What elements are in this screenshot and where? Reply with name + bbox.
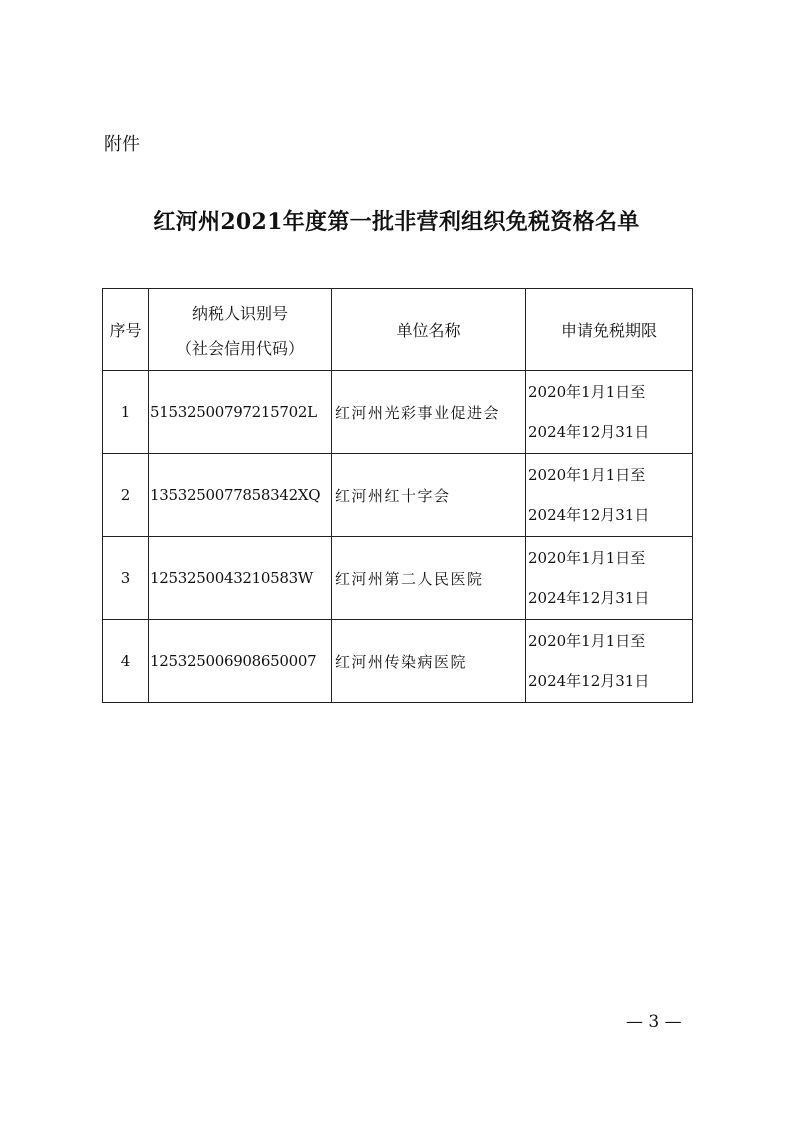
- row-index: 3: [103, 537, 149, 620]
- row-period-start: 2020年1月1日至: [528, 549, 646, 567]
- row-period-end: 2024年12月31日: [528, 589, 650, 607]
- row-period: [526, 454, 693, 537]
- header-index: 序号: [103, 289, 149, 371]
- row-unit-name: 红河州传染病医院: [332, 620, 526, 703]
- row-unit-name: 红河州红十字会: [332, 454, 526, 537]
- row-unit-name: 红河州光彩事业促进会: [332, 371, 526, 454]
- row-period-end: 2024年12月31日: [528, 423, 650, 441]
- row-period: [526, 371, 693, 454]
- header-taxpayer-id-note: （社会信用代码）: [175, 338, 304, 358]
- table-row: [103, 537, 693, 620]
- row-taxpayer-id: 1353250077858342XQ: [149, 454, 332, 537]
- table-row: [103, 620, 693, 703]
- header-taxpayer-id-label: 纳税人识别号: [191, 303, 288, 323]
- header-period: 申请免税期限: [526, 289, 693, 371]
- row-unit-name: 红河州第二人民医院: [332, 537, 526, 620]
- row-index: 1: [103, 371, 149, 454]
- row-period-start: 2020年1月1日至: [528, 466, 646, 484]
- row-index: 4: [103, 620, 149, 703]
- row-period-end: 2024年12月31日: [528, 506, 650, 524]
- attachment-label: 附件: [104, 134, 140, 155]
- row-period-start: 2020年1月1日至: [528, 383, 646, 401]
- page-number: — 3 —: [626, 1012, 682, 1032]
- exemption-list-table: [102, 288, 693, 703]
- row-period-end: 2024年12月31日: [528, 672, 650, 690]
- row-taxpayer-id: 1253250043210583W: [149, 537, 332, 620]
- table-row: [103, 454, 693, 537]
- table-header-row: [103, 289, 693, 371]
- row-period: [526, 620, 693, 703]
- row-index: 2: [103, 454, 149, 537]
- header-unit-name: 单位名称: [332, 289, 526, 371]
- row-taxpayer-id: 51532500797215702L: [149, 371, 332, 454]
- header-taxpayer-id: [149, 289, 332, 371]
- row-period: [526, 537, 693, 620]
- row-period-start: 2020年1月1日至: [528, 632, 646, 650]
- table-row: [103, 371, 693, 454]
- row-taxpayer-id: 125325006908650007: [149, 620, 332, 703]
- document-title: 红河州2021年度第一批非营利组织免税资格名单: [153, 209, 640, 235]
